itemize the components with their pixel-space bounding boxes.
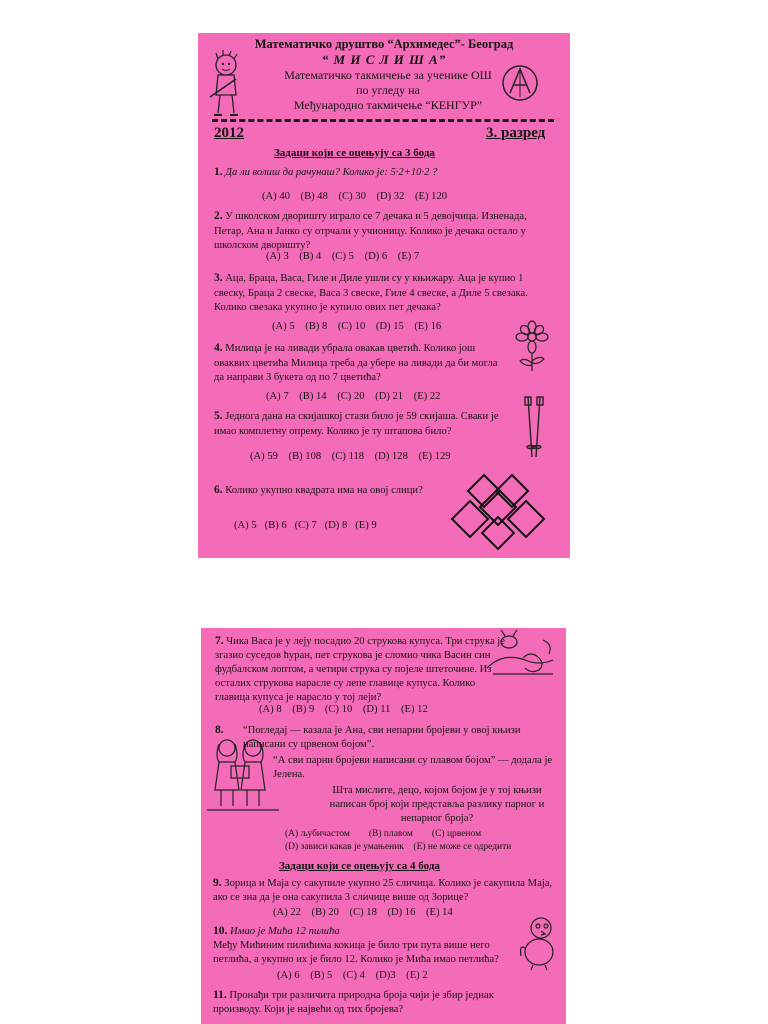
question-number: 2. bbox=[214, 210, 223, 222]
question-number: 4. bbox=[214, 342, 223, 354]
ski-poles-illustration bbox=[522, 395, 546, 459]
question-2 bbox=[214, 209, 554, 254]
question-text: Милица је на ливади убрала овакав цветић. Колико још оваквих цветића Милица треба да убере на ливади да би могла да направи 3 букета од по 7 цветића? bbox=[214, 343, 498, 383]
header-subtitle-line1: Математичко такмичење за ученике ОШ bbox=[284, 68, 492, 82]
question-text: Чика Васа је у леју посадио 20 струкова купуса. Три струка је згазио суседов ћуран, пет струкова је сломио чика Васин син фудбалском лоптом, а четири струка су појеле штеточине. Из осталих струкова нарасле су лепе главице купуса. Колико главица купуса је нарасло у тој леји? bbox=[215, 636, 505, 703]
question-5 bbox=[214, 409, 510, 439]
header-divider bbox=[212, 119, 554, 122]
question-11 bbox=[213, 988, 543, 1017]
question-title: Имао је Мића 12 пилића bbox=[230, 926, 340, 937]
contest-year: 2012 bbox=[214, 125, 244, 141]
question-number: 5. bbox=[214, 410, 223, 422]
header-subtitle bbox=[248, 68, 528, 113]
question-8-quote-ana: “Погледај — казала је Ана, сви непарни бројеви у овој књизи написани су црвеном бојом”. bbox=[243, 725, 521, 750]
question-9-answers: (A) 22 (B) 20 (C) 18 (D) 16 (E) 14 bbox=[273, 907, 453, 918]
question-text: Међу Мићиним пилићима кокица је било три пута више него петлића, а укупно их је било 12. Колико је Мића имао петлића? bbox=[213, 940, 499, 965]
question-number: 6. bbox=[214, 484, 223, 496]
question-text: Да ли волиш да рачунаш? Колико је: 5·2+10·2 ? bbox=[225, 167, 438, 178]
question-1 bbox=[214, 165, 554, 181]
question-number: 9. bbox=[213, 877, 222, 889]
question-number: 10. bbox=[213, 925, 228, 937]
section-3-points: Задаци који се оцењују са 3 бода bbox=[274, 147, 435, 159]
question-8-quote-jelena: “А сви парни бројеви написани су плавом бојом” — додала је Јелена. bbox=[273, 755, 553, 780]
flower-illustration bbox=[514, 321, 550, 373]
question-1-answers: (A) 40 (B) 48 (C) 30 (D) 32 (E) 120 bbox=[262, 191, 448, 202]
header-subtitle-line2: по угледу на bbox=[356, 83, 420, 97]
section-4-points: Задаци који се оцењују са 4 бода bbox=[279, 860, 440, 872]
question-5-answers: (A) 59 (B) 108 (C) 118 (D) 128 (E) 129 bbox=[250, 451, 451, 462]
question-2-answers: (A) 3 (B) 4 (C) 5 (D) 6 (E) 7 bbox=[266, 251, 420, 262]
question-3-answers: (A) 5 (B) 8 (C) 10 (D) 15 (E) 16 bbox=[272, 321, 442, 332]
question-4-answers: (A) 7 (B) 14 (C) 20 (D) 21 (E) 22 bbox=[266, 391, 441, 402]
question-number: 7. bbox=[215, 635, 224, 647]
question-9 bbox=[213, 876, 555, 905]
question-number: 1. bbox=[214, 166, 223, 178]
question-8-text: Шта мислите, децо, којом бојом је у тој књизи написан број који представља разлику парног и непарног броја? bbox=[329, 785, 545, 824]
question-7-answers: (A) 8 (B) 9 (C) 10 (D) 11 (E) 12 bbox=[259, 704, 428, 715]
question-number: 3. bbox=[214, 272, 223, 284]
question-8-answers-row2: (D) зависи какав је умањеник (E) не може се одредити bbox=[285, 842, 512, 852]
question-text: Пронађи три различита природна броја чији је збир једнак производу. Који је највећи од тих бројева? bbox=[213, 990, 494, 1015]
header-contest-name: “ М И С Л И Ш А” bbox=[321, 52, 447, 67]
chick-illustration bbox=[517, 914, 561, 972]
question-4 bbox=[214, 341, 510, 386]
question-6 bbox=[214, 483, 454, 499]
question-text: Зорица и Маја су сакупиле укупно 25 сличица. Колико је сакупила Маја, ако се зна да је она сакупила 3 сличице више од Зорице? bbox=[213, 878, 553, 903]
question-3 bbox=[214, 271, 554, 316]
question-text: У школском дворишту играло се 7 дечака и 5 девојчица. Изненада, Петар, Ана и Јанко су отрчали у учионицу. Колико је дечака остало у школском дворишту? bbox=[214, 211, 527, 251]
contest-page-1 bbox=[198, 33, 570, 558]
squares-figure bbox=[450, 471, 546, 555]
grade-label: 3. разред bbox=[486, 125, 546, 141]
header-organization: Математичко друштво “Архимедес”- Београд bbox=[254, 37, 514, 51]
question-6-answers: (A) 5 (B) 6 (C) 7 (D) 8 (E) 9 bbox=[234, 520, 377, 531]
question-text: Једнога дана на скијашкој стази било је 59 скијаша. Сваки је имао комплетну опрему. Колико је ту штапова било? bbox=[214, 411, 499, 437]
question-10-answers: (A) 6 (B) 5 (C) 4 (D)3 (E) 2 bbox=[277, 970, 428, 981]
question-7 bbox=[215, 634, 511, 705]
question-number: 11. bbox=[213, 989, 227, 1001]
question-text: Аца, Браца, Васа, Гиле и Диле ушли су у књижару. Аца је купио 1 свеску, Браца 2 свеске, Васа 3 свеске, Гиле 4 свеске, а Диле 5 свезака. Колико свезака укупно је купило ових пет дечака? bbox=[214, 273, 528, 313]
question-number: 8. bbox=[215, 724, 224, 736]
question-8-answers-row1: (A) љубичастом (B) плавом (C) црвеном bbox=[285, 829, 482, 839]
header-subtitle-line3: Међународно такмичење “КЕНГУР” bbox=[293, 98, 483, 112]
question-10 bbox=[213, 924, 513, 967]
contest-page-2 bbox=[201, 628, 566, 1024]
question-text: Колико укупно квадрата има на овој слици? bbox=[225, 485, 423, 496]
